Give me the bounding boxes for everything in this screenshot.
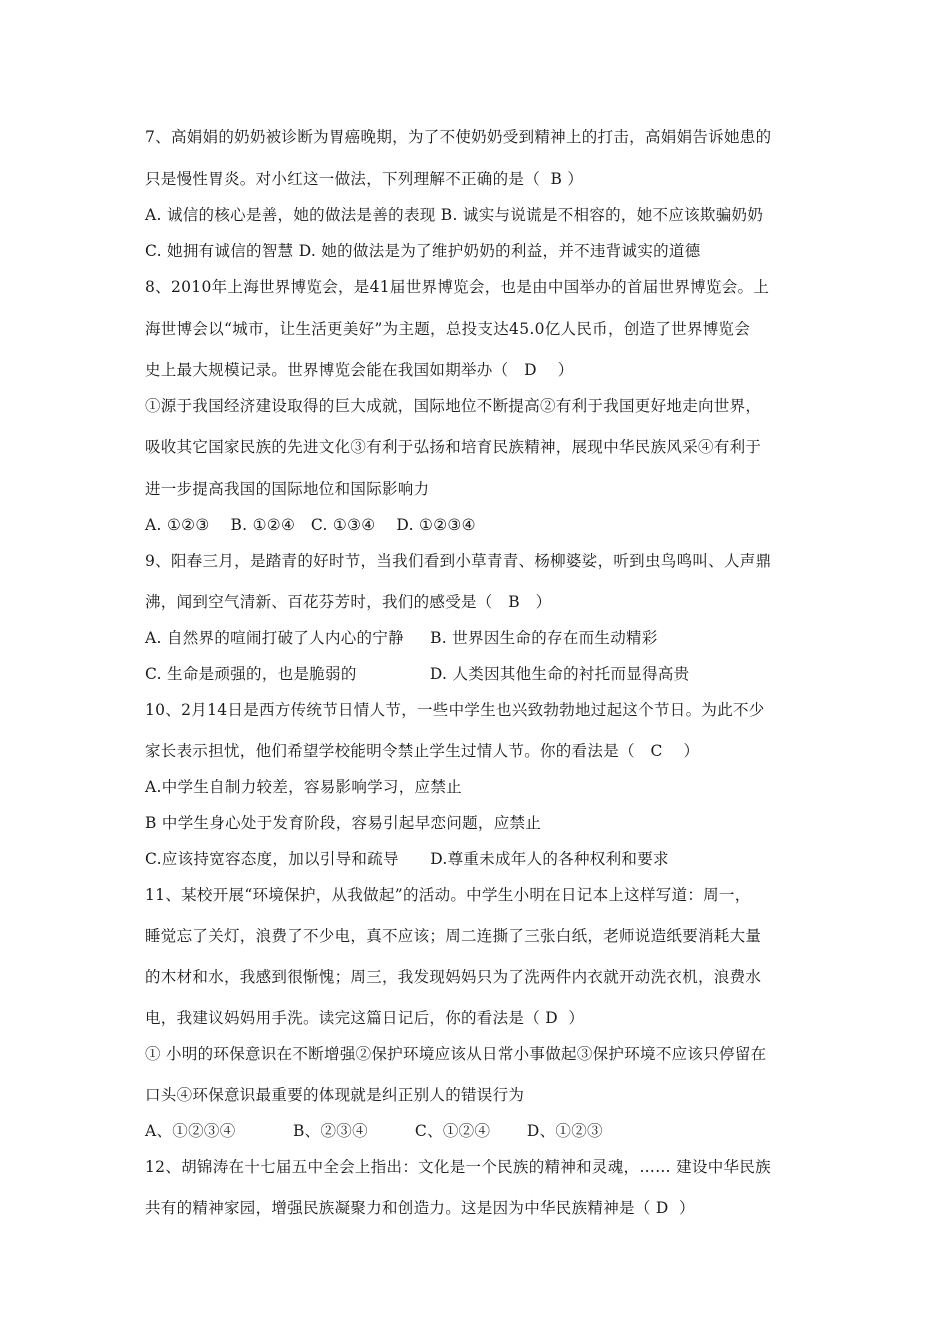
q11-stem-line-2: 睡觉忘了关灯，浪费了不少电，真不应该；周二连撕了三张白纸，老师说造纸要消耗大量 [145,927,762,945]
q8-stem-line-2: 海世博会以“城市，让生活更美好”为主题，总投支达45.0亿人民币，创造了世界博览会 [145,320,751,338]
q11-stem-line-1: 11、某校开展“环境保护，从我做起”的活动。中学生小明在日记本上这样写道：周一， [145,886,751,904]
q7-options-cd: C. 她拥有诚信的智慧 D. 她的做法是为了维护奶奶的利益，并不违背诚实的道德 [145,242,701,260]
q10-option-b: B 中学生身心处于发育阶段，容易引起早恋问题，应禁止 [145,814,542,832]
q9-stem-line-1: 9、阳春三月，是踏青的好时节，当我们看到小草青青、杨柳婆娑，听到虫鸟鸣叫、人声鼎 [145,552,772,570]
q10-options-cd: C.应该持宽容态度，加以引导和疏导 D.尊重未成年人的各种权利和要求 [145,850,669,868]
q11-options: A、①②③④ B、②③④ C、①②④ D、①②③ [145,1122,603,1140]
q11-statements-line-2: 口头④环保意识最重要的体现就是纠正别人的错误行为 [145,1086,525,1104]
q11-stem-line-3: 的木材和水，我感到很惭愧；周三，我发现妈妈只为了洗两件内衣就开动洗衣机，浪费水 [145,968,762,986]
q8-statements-line-1: ①源于我国经济建设取得的巨大成就，国际地位不断提高②有利于我国更好地走向世界， [145,397,762,415]
q8-stem-line-3: 史上最大规模记录。世界博览会能在我国如期举办（ D ） [145,361,574,379]
q10-option-a: A.中学生自制力较差，容易影响学习，应禁止 [145,778,462,796]
q8-statements-line-2: 吸收其它国家民族的先进文化③有利于弘扬和培育民族精神，展现中华民族风采④有利于 [145,438,762,456]
q7-options-ab: A. 诚信的核心是善，她的做法是善的表现 B. 诚实与说谎是不相容的，她不应该欺骗奶奶 [145,206,764,224]
q8-options: A. ①②③ B. ①②④ C. ①③④ D. ①②③④ [145,516,476,534]
q10-stem-line-1: 10、2月14日是西方传统节日情人节，一些中学生也兴致勃勃地过起这个节日。为此不少 [145,701,765,719]
q11-stem-line-4: 电，我建议妈妈用手洗。读完这篇日记后，你的看法是（ D ） [145,1009,585,1027]
q9-options-ab: A. 自然界的喧闹打破了人内心的宁静 B. 世界因生命的存在而生动精彩 [145,629,658,647]
q9-stem-line-2: 沸，闻到空气清新、百花芬芳时，我们的感受是（ B ） [145,593,552,611]
q10-stem-line-2: 家长表示担忧，他们希望学校能明令禁止学生过情人节。你的看法是（ C ） [145,742,700,760]
q7-stem-line-2: 只是慢性胃炎。对小红这一做法，下列理解不正确的是（ B ） [145,170,584,188]
q12-stem-line-2: 共有的精神家园，增强民族凝聚力和创造力。这是因为中华民族精神是（ D ） [145,1199,695,1217]
q8-statements-line-3: 进一步提高我国的国际地位和国际影响力 [145,480,430,498]
q8-stem-line-1: 8、2010年上海世界博览会，是41届世界博览会，也是由中国举办的首届世界博览会。上 [145,278,770,296]
q7-stem-line-1: 7、高娟娟的奶奶被诊断为胃癌晚期，为了不使奶奶受到精神上的打击，高娟娟告诉她患的 [145,128,772,146]
q12-stem-line-1: 12、胡锦涛在十七届五中全会上指出：文化是一个民族的精神和灵魂，…… 建设中华民族 [145,1158,771,1176]
q9-options-cd: C. 生命是顽强的，也是脆弱的 D. 人类因其他生命的衬托而显得高贵 [145,665,690,683]
q11-statements-line-1: ① 小明的环保意识在不断增强②保护环境应该从日常小事做起③保护环境不应该只停留在 [145,1045,767,1063]
